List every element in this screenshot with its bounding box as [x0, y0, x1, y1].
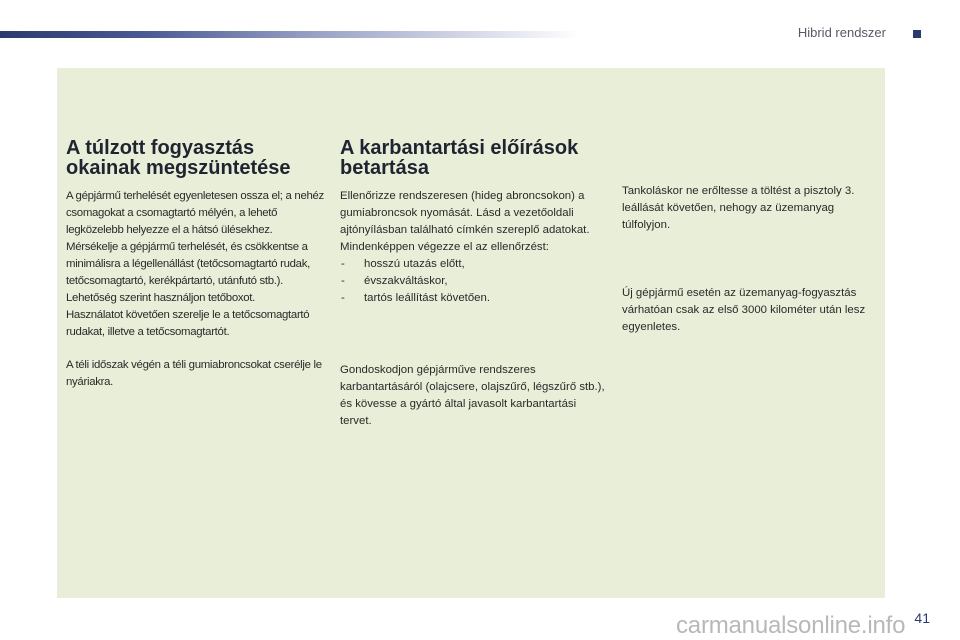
section-title: Hibrid rendszer	[797, 25, 886, 40]
watermark-text: carmanualsonline.info	[676, 612, 906, 639]
list-item: - hosszú utazás előtt,	[340, 256, 610, 273]
paragraph-reduce-load: Mérsékelje a gépjármű terhelését, és csökkentse a minimálisra a légellenállást (tetőcsomagtartó rudak, tetőcsomagtartó, kerékpártartó, utánfutó stb.). Lehetőség szerint használjon tetőboxot.	[66, 241, 310, 304]
list-item: - tartós leállítást követően.	[340, 290, 610, 307]
paragraph-load-distribution: A gépjármű terhelését egyenletesen ossza el; a nehéz csomagokat a csomagtartó mélyén, a lehető legközelebb helyezze el a hátsó ülésekhez.	[66, 190, 324, 236]
paragraph-service-plan: Gondoskodjon gépjárműve rendszeres karbantartásáról (olajcsere, olajszűrő, légszűrő stb.), és kövesse a gyártó által javasolt karbantartási tervet.	[340, 364, 605, 427]
paragraph-remove-roof-bars: Használatot követően szerelje le a tetőcsomagtartó rudakat, illetve a tetőcsomagtartót.	[66, 309, 310, 338]
paragraph-check-when: Mindenképpen végezze el az ellenőrzést:	[340, 241, 549, 253]
paragraph-new-vehicle-consumption: Új gépjármű esetén az üzemanyag-fogyasztás várhatóan csak az első 3000 kilométer után lesz egyenletes.	[622, 287, 866, 333]
paragraph-winter-tyres: A téli időszak végén a téli gumiabroncsokat cserélje le nyáriakra.	[66, 359, 322, 388]
check-list	[340, 256, 610, 307]
section-marker-icon	[913, 30, 921, 38]
page-number: 41	[914, 610, 930, 626]
heading-maintenance: A karbantartási előírások betartása	[340, 137, 579, 179]
column-excess-consumption	[66, 138, 328, 391]
heading-excess-consumption: A túlzott fogyasztás okainak megszüntetése	[66, 137, 291, 179]
paragraph-refuelling: Tankoláskor ne erőltesse a töltést a pisztoly 3. leállását követően, nehogy az üzemanyag túlfolyjon.	[622, 185, 855, 231]
paragraph-tyre-pressure: Ellenőrizze rendszeresen (hideg abroncsokon) a gumiabroncsok nyomását. Lásd a vezetőoldali ajtónyílásban található címkén szereplő adatokat.	[340, 190, 590, 236]
column-maintenance	[340, 138, 610, 430]
list-item: - évszakváltáskor,	[340, 273, 610, 290]
column-fuel-notes	[622, 183, 884, 336]
header-gradient-bar	[0, 31, 580, 38]
